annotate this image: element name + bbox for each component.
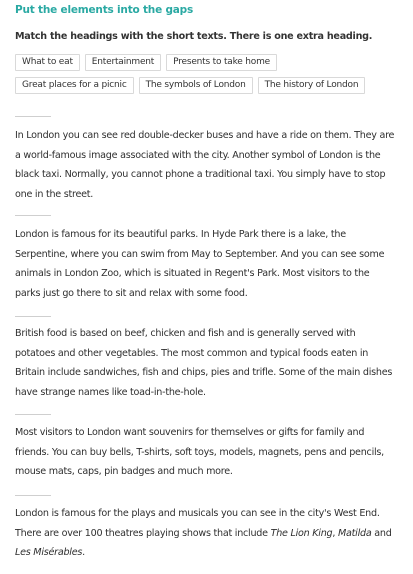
heading-gap-5[interactable] <box>15 487 51 496</box>
heading-chip-history-of-london[interactable]: The history of London <box>258 77 366 94</box>
passage-3 <box>15 324 393 402</box>
passage-2 <box>15 225 385 303</box>
passage-line: potatoes and other vegetables. The most common and typical foods eaten in <box>15 347 369 359</box>
heading-chip-great-places-for-a-picnic[interactable]: Great places for a picnic <box>15 77 134 94</box>
passage-line: Most visitors to London want souvenirs for themselves or gifts for family and <box>15 427 365 438</box>
passage-text: . <box>82 547 85 558</box>
passage-line: British food is based on beef, chicken and fish and is generally served with <box>15 328 356 339</box>
exercise-title: Put the elements into the gaps <box>15 4 194 16</box>
passage-text: There are over 100 theatres playing shows that include <box>15 527 271 539</box>
title-the-lion-king: The Lion King <box>270 527 333 539</box>
passage-line: one in the street. <box>15 188 94 200</box>
passage-line: black taxi. Normally, you cannot phone a traditional taxi. You simply have to stop <box>15 169 386 180</box>
passage-5 <box>15 504 392 563</box>
title-les-miserables: Les Misérables <box>15 547 83 558</box>
title-matilda: Matilda <box>338 527 372 539</box>
passage-line: have strange names like toad-in-the-hole. <box>15 386 206 398</box>
passage-line: parks just go there to sit and relax with some food. <box>15 287 248 299</box>
exercise-instruction: Match the headings with the short texts. There is one extra heading. <box>15 31 373 42</box>
heading-chip-presents-to-take-home[interactable]: Presents to take home <box>166 54 277 71</box>
passage-line <box>15 543 365 563</box>
passage-line: mouse mats, caps, pin badges and much more. <box>15 466 233 477</box>
passage-line: a world-famous image associated with the city. Another symbol of London is the <box>15 149 381 161</box>
passage-1 <box>15 126 395 204</box>
passage-line: animals in London Zoo, which is situated in Regent's Park. Most visitors to the <box>15 268 370 279</box>
passage-line <box>15 524 392 544</box>
heading-chip-entertainment[interactable]: Entertainment <box>85 54 161 71</box>
heading-gap-2[interactable] <box>15 207 51 216</box>
passage-text: and <box>371 527 392 539</box>
heading-gap-3[interactable] <box>15 308 51 317</box>
heading-options <box>15 54 395 100</box>
passage-line: friends. You can buy bells, T-shirts, soft toys, models, magnets, pens and pencils, <box>15 446 384 458</box>
passage-4 <box>15 423 384 482</box>
passage-line: In London you can see red double-decker buses and have a ride on them. They are <box>15 130 395 141</box>
passage-line: London is famous for the plays and musicals you can see in the city's West End. <box>15 508 380 519</box>
heading-gap-1[interactable] <box>15 108 51 117</box>
passage-text: , <box>332 527 338 539</box>
heading-gap-4[interactable] <box>15 406 51 415</box>
passage-line: Serpentine, where you can swim from May to September. And you can see some <box>15 248 385 260</box>
passage-line: Britain include sandwiches, fish and chips, pies and trifle. Some of the main dishes <box>15 367 393 378</box>
exercise-header <box>15 0 407 100</box>
heading-chip-what-to-eat[interactable]: What to eat <box>15 54 80 71</box>
passage-line: London is famous for its beautiful parks. In Hyde Park there is a lake, the <box>15 229 346 240</box>
heading-chip-symbols-of-london[interactable]: The symbols of London <box>139 77 253 94</box>
